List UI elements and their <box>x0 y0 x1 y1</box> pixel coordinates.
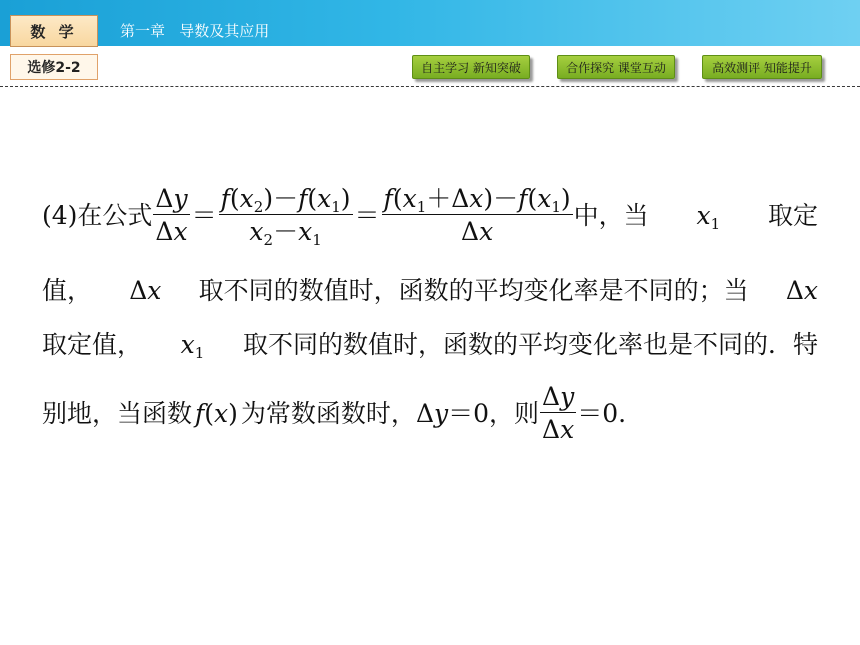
paragraph-line-2: 值， Δx 取不同的数值时，函数的平均变化率是不同的；当 Δx <box>42 276 818 305</box>
header-bar <box>0 0 860 46</box>
text-segment: 取定值， <box>42 330 143 359</box>
course-label: 选修2-2 <box>10 54 98 80</box>
nav-button-cooperative-inquiry[interactable]: 合作探究 课堂互动 <box>557 55 675 79</box>
text-segment: 取定 <box>767 200 818 230</box>
text-segment: ＝0. <box>577 398 627 428</box>
header-divider <box>0 86 860 87</box>
text-segment: (4)在公式 <box>42 200 153 230</box>
text-segment: ＝0，则 <box>448 398 540 428</box>
paragraph-line-3: 取定值， $x_1$ 取不同的数值时，函数的平均变化率也是不同的．特 <box>42 330 818 362</box>
fraction-delta-y-over-delta-x: $\frac{\Delta y}{\Delta x}$ <box>155 184 188 246</box>
text-segment: 别地，当函数 <box>42 398 193 428</box>
text-segment: 值， <box>42 276 93 305</box>
fraction-delta-y-over-delta-x: $\frac{\Delta y}{\Delta x}$ <box>542 382 575 444</box>
fraction-difference-quotient: $\frac{f(x_2)-f(x_1)}{x_2-x_1}$ <box>220 184 351 249</box>
text-segment: 为常数函数时， <box>240 398 416 428</box>
chapter-title: 第一章 导数及其应用 <box>120 22 270 40</box>
text-segment: 取不同的数值时，函数的平均变化率是不同的；当 <box>198 276 749 305</box>
nav-button-assessment[interactable]: 高效测评 知能提升 <box>702 55 822 79</box>
paragraph-line-4: 别地，当函数 f(x) 为常数函数时， Δy ＝0，则 $\frac{\Delta y}{\Delta x}$ ＝0. <box>42 382 627 444</box>
text-segment: 中，当 <box>573 200 649 230</box>
fraction-increment-quotient: $\frac{f(x_1+\Delta x)-f(x_1)}{\Delta x}$ <box>383 184 571 246</box>
paragraph-line-1: (4)在公式 $\frac{\Delta y}{\Delta x}$ ＝ $\frac{f(x_2)-f(x_1)}{x_2-x_1}$ ＝ $\frac{f(x_1+\Delta x)-f(x_1)}{\Delta x}$ 中，当 $x_1$ 取定 <box>42 184 818 249</box>
text-segment: 取不同的数值时，函数的平均变化率也是不同的．特 <box>242 330 818 359</box>
nav-button-self-study[interactable]: 自主学习 新知突破 <box>412 55 530 79</box>
subject-label: 数 学 <box>10 15 98 47</box>
